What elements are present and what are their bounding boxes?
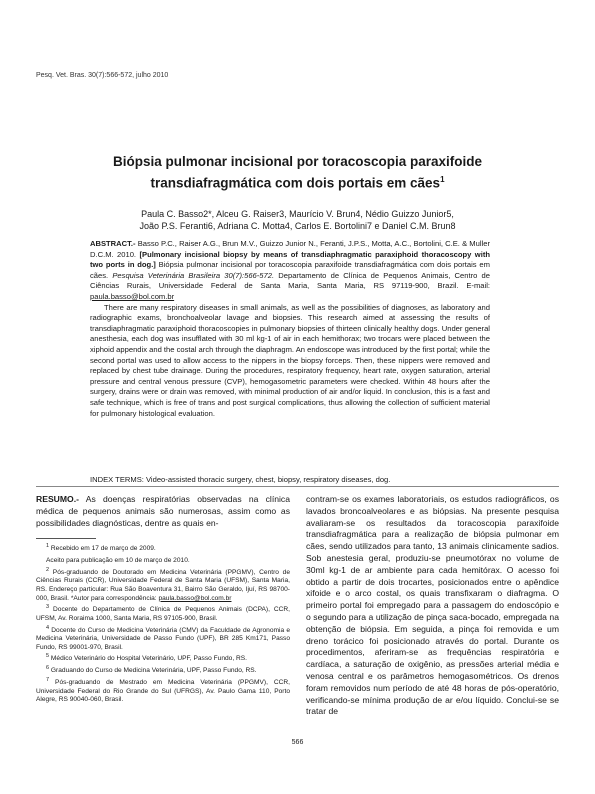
footnotes	[36, 542, 290, 705]
footnote: $^1$ Recebido em 17 de março de 2009.	[46, 543, 156, 553]
footnote: $^3$ Docente do Departamento de Clínica de Pequenos Animais (DCPA), CCR, UFSM, Av. Roraima 1000, Santa Maria, RS 97105-900, Brasil.	[36, 604, 290, 622]
footnote: $^2$ Pós-graduando de Doutorado em Medicina Veterinária (PPGMV), Centro de Ciências Rurais (CCR), Universidade Federal de Santa Maria (UFSM), Santa Maria, RS. Endereço particular: Rua São Boaventura 31, Bairro São Geraldo, Ijuí, RS 98700-000, Brasil. *Autor para correspondência: paula.basso@bol.com.br	[36, 566, 291, 602]
title-line-1: Biópsia pulmonar incisional por toracoscopia paraxifoide	[112, 154, 483, 169]
section-divider	[36, 486, 559, 487]
resumo-left-text: As doenças respiratórias observadas na clínica médica de pequenos animais são numerosas, assim como as possibilidades diagnósticas, dentre as quais en-	[36, 494, 290, 528]
abstract-citation: Basso P.C., Raiser A.G., Brun M.V., Guizzo Junior N., Feranti, J.P.S., Motta, A.C., Bortolini, C.E. & Muller D.C.M. 2010.	[90, 239, 490, 259]
footnote: $^5$ Médico Veterinário do Hospital Veterinário, UPF, Passo Fundo, RS.	[46, 653, 247, 663]
footnote-divider	[36, 538, 96, 539]
author-list	[90, 208, 505, 232]
footnote: $^6$ Graduando do Curso de Medicina Veterinária, UPF, Passo Fundo, RS.	[46, 665, 257, 675]
resumo-label: RESUMO.-	[36, 494, 79, 504]
footnote: Aceito para publicação em 10 de março de 2010.	[46, 556, 190, 564]
title-superscript: 1	[440, 175, 445, 184]
running-header: Pesq. Vet. Bras. 30(7):566-572, julho 2010	[36, 72, 169, 79]
abstract-email-link[interactable]: paula.basso@bol.com.br	[90, 291, 175, 301]
abstract-english-title: [Pulmonary incisional biopsy by means of transdiaphragmatic paraxiphoid thoracoscopy with two ports in dog.]	[90, 249, 490, 270]
abstract-affiliation: Departamento de Clínica de Pequenos Animais, Centro de Ciências Rurais, Universidade Federal de Santa Maria, Santa Maria, RS 97119-900, Brazil. E-mail:	[90, 270, 490, 291]
abstract	[90, 239, 490, 419]
resumo-right-column: contram-se os exames laboratoriais, os estudos radiográficos, os lavados broncoalveolares e as biópsias. Na presente pesquisa avaliaram-se os resultados da toracoscopia paraxifoide transdiafragmática para a realização de biópsia pulmonar em cães, sendo utilizados para tanto, 13 animais clinicamente sadios. Sob anestesia geral, produziu-se pneumotórax no volume de 30ml kg-1 de ar ambiente para cada hemitórax. O acesso foi obtido a partir de dois trocartes, posicionados entre o apêndice xifoide e o arco costal, os quais transfixaram o diafragma. O primeiro portal foi empregado para a passagem do endoscópio e o segundo para a utilização de pinça saca-bocado, empregada na obtenção de biópsia. Em seguida, a pinça foi removida e um dreno torácico foi posicionado através do portal. Durante os procedimentos, aferiram-se as frequências respiratória e cardíaca, a saturação de oxigênio, as pressões arterial média e venosa central e os parâmetros hemogasométricos. Os drenos foram removidos num período de até 48 horas de pós-operatório, verificando-se mínima produção de ar e/ou líquido. Conclui-se se tratar de	[306, 494, 559, 717]
page-number: 566	[291, 739, 304, 746]
abstract-portuguese-title: Biópsia pulmonar incisional por toracoscopia paraxifoide transdiafragmática com dois portais em cães.	[90, 260, 490, 280]
abstract-journal: Pesquisa Veterinária Brasileira 30(7):566-572.	[112, 270, 275, 280]
resumo-left-column	[36, 494, 290, 529]
abstract-label: ABSTRACT.-	[90, 239, 136, 248]
footnote: $^4$ Docente do Curso de Medicina Veterinária (CMV) da Faculdade de Agronomia e Medicina Veterinária, Universidade de Passo Fundo (UPF), BR 285 Km171, Passo Fundo, RS 99001-970, Brasil.	[36, 624, 290, 651]
index-terms-label: INDEX TERMS:	[90, 475, 144, 484]
abstract-body: There are many respiratory diseases in small animals, as well as the possibilities of diagnoses, as laboratory and radiographic exams, bronchoalveolar lavage and biopsies. This research aimed at assessing the results of transdiaphragmatic paraxiphoid thoracoscopies in pulmonary biopsies of thirteen clinically healthy dogs. Under general anesthesia, each dog was insufflated with 30 ml kg-1 of air in each hemithorax; two trocars were placed between the xiphoid appendix and the costal arch through the diaphragm. An endoscope was introduced by the first portal; while the second portal was used to allow access to the nippers in the biopsy forceps. Then, these nippers were removed and replaced by chest tube drainage. During the procedures, respiratory frequency, heart rate, oxygen saturation, arterial pressure and central venous pressure (CVP), hemogasometric parameters were checked. Within 48 hours after the surgery, drains were or drain was removed, with minimal production of air and/or liquid. In conclusion, this is a fast and safe technique, which is free of trans and post surgical complications, thus allowing the collection of sufficient material for pulmonary histological evaluation.	[90, 302, 490, 418]
index-terms	[90, 475, 490, 486]
authors-line-1: Paula C. Basso2*, Alceu G. Raiser3, Maurício V. Brun4, Nédio Guizzo Junior5,	[141, 209, 454, 219]
authors-line-2: João P.S. Feranti6, Adriana C. Motta4, Carlos E. Bortolini7 e Daniel C.M. Brun8	[139, 221, 456, 231]
abstract-header	[90, 239, 490, 303]
index-terms-text: Video-assisted thoracic surgery, chest, biopsy, respiratory diseases, dog.	[146, 475, 391, 484]
footnote: $^7$ Pós-graduando de Mestrado em Medicina Veterinária (PPGMV), CCR, Universidade Federal do Rio Grande do Sul (UFRGS), Av. Paulo Gama 110, Porto Alegre, RS 90040-060, Brasil.	[36, 677, 290, 704]
article-title	[60, 153, 535, 193]
footnote-email-link[interactable]: paula.basso@bol.com.br	[158, 594, 232, 602]
title-line-2: transdiafragmática com dois portais em cães$^1$	[150, 175, 445, 191]
